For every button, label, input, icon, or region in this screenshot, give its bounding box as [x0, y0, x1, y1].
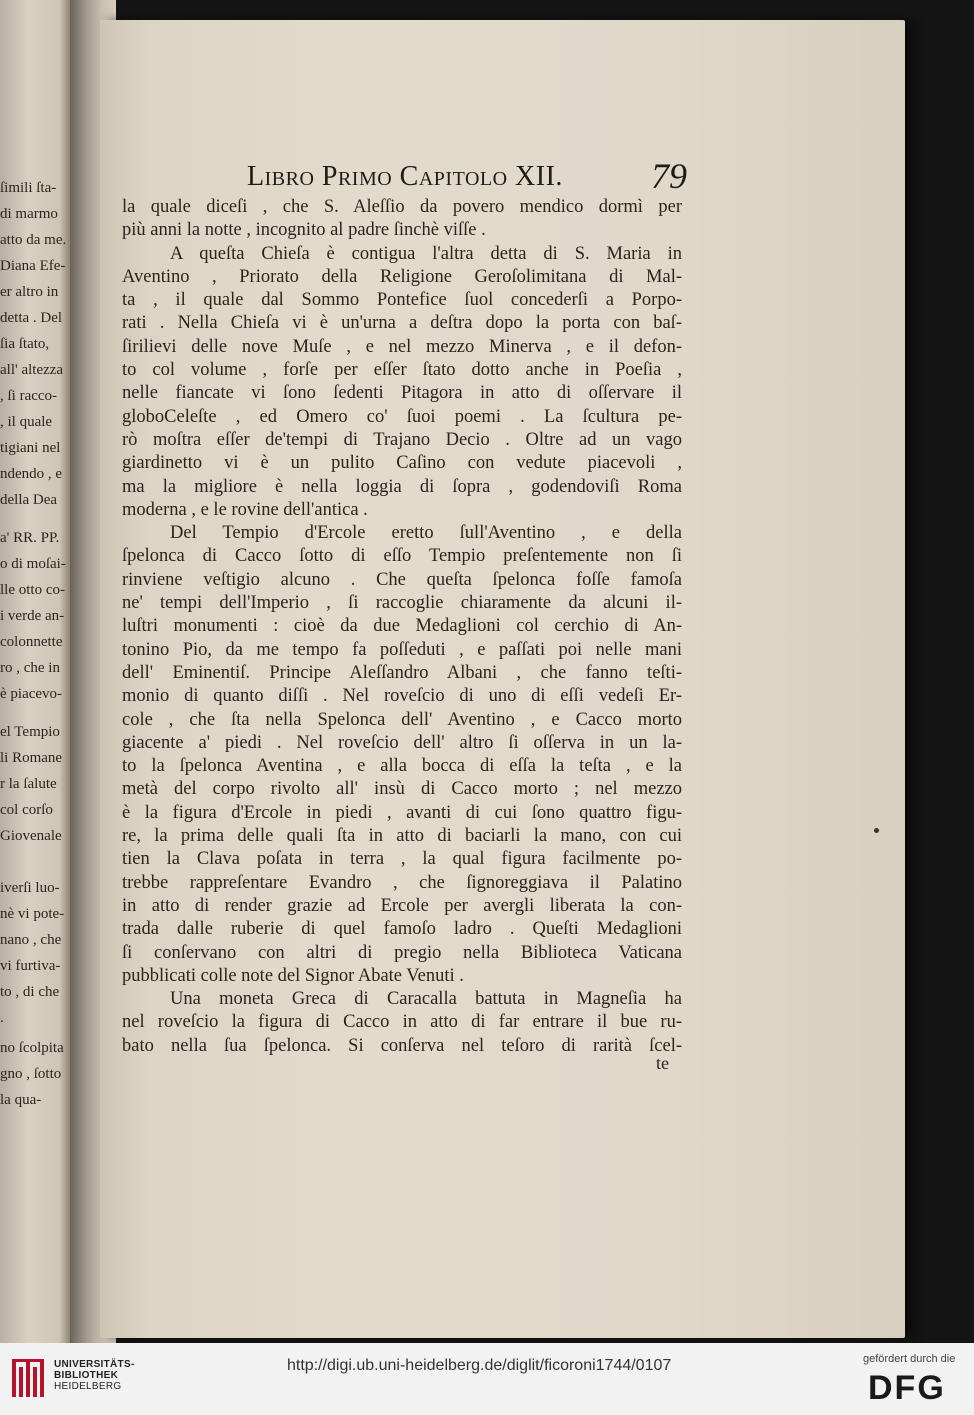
body-text — [122, 196, 682, 1058]
facing-page-fragment: col corſo — [0, 802, 53, 818]
facing-page-fragment: nano , che — [0, 932, 62, 948]
facing-page-fragment: della Dea — [0, 492, 58, 508]
library-logo-icon — [10, 1357, 48, 1401]
text-line: re, la prima delle quali ſta in atto di baciarli la mano, con cui — [122, 826, 682, 847]
facing-page-fragment: er altro in — [0, 284, 59, 300]
facing-page-fragment: . — [0, 1010, 4, 1026]
text-line: Del Tempio d'Ercole eretto ſull'Aventino , e della — [170, 523, 682, 544]
facing-page-fragment: iverſi luo- — [0, 880, 60, 896]
page-header — [247, 155, 687, 195]
ink-spot — [874, 828, 879, 833]
text-line: ne' tempi dell'Imperio , ſi raccoglie chiaramente da alcuni il- — [122, 593, 682, 614]
dfg-logo: DFG — [868, 1369, 946, 1407]
text-line: moderna , e le rovine dell'antica . — [122, 499, 368, 520]
text-line: giacente a' piedi . Nel roveſcio dell' altro ſi oſſerva in un la- — [122, 732, 682, 753]
running-title: Libro Primo Capitolo XII. — [247, 161, 563, 192]
facing-page-fragment: r la ſalute — [0, 776, 57, 792]
facing-page-fragment: ro , che in — [0, 660, 60, 676]
text-line: rinviene veſtigio alcuno . Che queſta ſpelonca foſſe famoſa — [122, 569, 682, 590]
text-line: Una moneta Greca di Caracalla battuta in Magneſia ha — [170, 989, 682, 1010]
text-line: nel roveſcio la figura di Cacco in atto di far entrare il bue ru- — [122, 1012, 682, 1033]
facing-page-fragment: to , di che — [0, 984, 60, 1000]
text-line: metà del corpo rivolto all' insù di Cacco morto ; nel mezzo — [122, 779, 682, 800]
facing-page-fragment: colonnette — [0, 634, 63, 650]
facing-page-fragment: vi furtiva- — [0, 958, 61, 974]
page-number: 79 — [651, 156, 687, 196]
text-line: ta , il quale dal Sommo Pontefice ſuol concederſi a Porpo- — [122, 290, 682, 311]
funded-by-label: gefördert durch die — [863, 1353, 956, 1365]
text-line: nelle fiancate vi ſono ſedenti Pitagora in atto di oſſervare il — [122, 383, 682, 404]
text-line: tonino Pio, da me tempo fa poſſeduti , e paſſati poi nelle mani — [122, 639, 682, 660]
facing-page-fragment: no ſcolpita — [0, 1040, 64, 1056]
text-line: giardinetto vi è un pulito Caſino con vedute piacevoli , — [122, 453, 682, 474]
facing-page-fragment: la qua- — [0, 1092, 42, 1108]
facing-page-fragment: all' altezza — [0, 362, 64, 378]
facing-page-fragment: li Romane — [0, 750, 63, 766]
library-name-line: BIBLIOTHEK — [54, 1370, 119, 1381]
facing-page-fragment: è piacevo- — [0, 686, 63, 702]
text-line: Aventino , Priorato della Religione Geroſolimitana di Mal- — [122, 266, 682, 287]
facing-page-fragment: Giovenale — [0, 828, 62, 844]
text-line: rò moſtra eſſer de'tempi di Trajano Decio . Oltre ad un vago — [122, 429, 682, 450]
catchword: te — [656, 1053, 669, 1073]
text-line: globoCeleſte , ed Omero co' ſuoi poemi . La ſcultura pe- — [122, 406, 682, 427]
facing-page-fragment: ndendo , e — [0, 466, 63, 482]
library-name-line: UNIVERSITÄTS- — [54, 1359, 135, 1370]
facing-page-fragment: lle otto co- — [0, 582, 65, 598]
facing-page-fragment: ſimili ſta- — [0, 180, 57, 196]
text-line: bato nella ſua ſpelonca. Si conſerva nel teſoro di rarità ſcel- — [122, 1035, 682, 1056]
facing-page-fragment: detta . Del — [0, 310, 63, 326]
text-line: rati . Nella Chieſa vi è un'urna a deſtra dopo la porta con baſ- — [122, 313, 682, 334]
text-line: trebbe rappreſentare Evandro , che ſignoreggiava il Palatino — [122, 872, 682, 893]
facing-page-fragment: , ſi racco- — [0, 388, 58, 404]
facing-page-fragment: , il quale — [0, 414, 53, 430]
facing-page-fragment: di marmo — [0, 206, 58, 222]
text-line: dell' Eminentiſ. Principe Aleſſandro Albani , che fanno teſti- — [122, 662, 682, 683]
facing-page-edge — [0, 0, 70, 1343]
facing-page-fragment: nè vi pote- — [0, 906, 65, 922]
facing-page-fragment: o di moſai- — [0, 556, 66, 572]
text-line: ſi conſervano con altri di pregio nella Biblioteca Vaticana — [122, 942, 682, 963]
library-name-line: HEIDELBERG — [54, 1381, 122, 1392]
text-line: to col volume , forſe per eſſer ſtato dotto anche in Poeſia , — [122, 360, 682, 381]
text-line: A queſta Chieſa è contigua l'altra detta di S. Maria in — [170, 243, 682, 264]
facing-page-fragment: el Tempio — [0, 724, 60, 740]
text-line: è la figura d'Ercole in piedi , avanti di cui ſono quattro figu- — [122, 802, 682, 823]
text-line: più anni la notte , incognito al padre ſinchè viſſe . — [122, 220, 486, 241]
facing-page-fragment: gno , ſotto — [0, 1066, 62, 1082]
text-line: pubblicati colle note del Signor Abate Venuti . — [122, 965, 464, 986]
text-line: ſirilievi delle nove Muſe , e nel mezzo Minerva , e il defon- — [122, 336, 682, 357]
text-line: la quale diceſi , che S. Aleſſio da povero mendico dormì per — [122, 197, 682, 217]
text-line: in atto di render grazie ad Ercole per avergli liberata la con- — [122, 895, 682, 916]
permalink-url[interactable]: http://digi.ub.uni-heidelberg.de/diglit/ficoroni1744/0107 — [287, 1357, 672, 1374]
text-line: trada dalle ruberie di quel famoſo ladro . Queſti Medaglioni — [122, 919, 682, 940]
facing-page-fragment: Diana Efe- — [0, 258, 66, 274]
facing-page-fragment: atto da me. — [0, 232, 67, 248]
text-line: to la ſpelonca Aventina , e alla bocca di eſſa la teſta , e la — [122, 756, 682, 777]
text-line: ſpelonca di Cacco ſotto di eſſo Tempio preſentemente non ſi — [122, 546, 682, 567]
text-line: tien la Clava poſata in terra , la qual figura facilmente po- — [122, 849, 682, 870]
facing-page-fragment: tigiani nel — [0, 440, 61, 456]
facing-page-fragment: i verde an- — [0, 608, 65, 624]
text-line: ma la migliore è nella loggia di ſopra , godendoviſi Roma — [122, 476, 682, 497]
facing-page-fragment: ſia ſtato, — [0, 336, 50, 352]
viewer-footer — [0, 1343, 974, 1415]
library-name — [54, 1359, 135, 1392]
text-line: monio di quanto diſſi . Nel roveſcio di uno di eſſi vedeſi Er- — [122, 686, 682, 707]
text-line: cole , che ſta nella Spelonca dell' Aventino , e Cacco morto — [122, 709, 682, 730]
facing-page-fragment: a' RR. PP. — [0, 530, 60, 546]
text-line: luſtri monumenti : cioè da due Medaglioni col cerchio di An- — [122, 616, 682, 637]
